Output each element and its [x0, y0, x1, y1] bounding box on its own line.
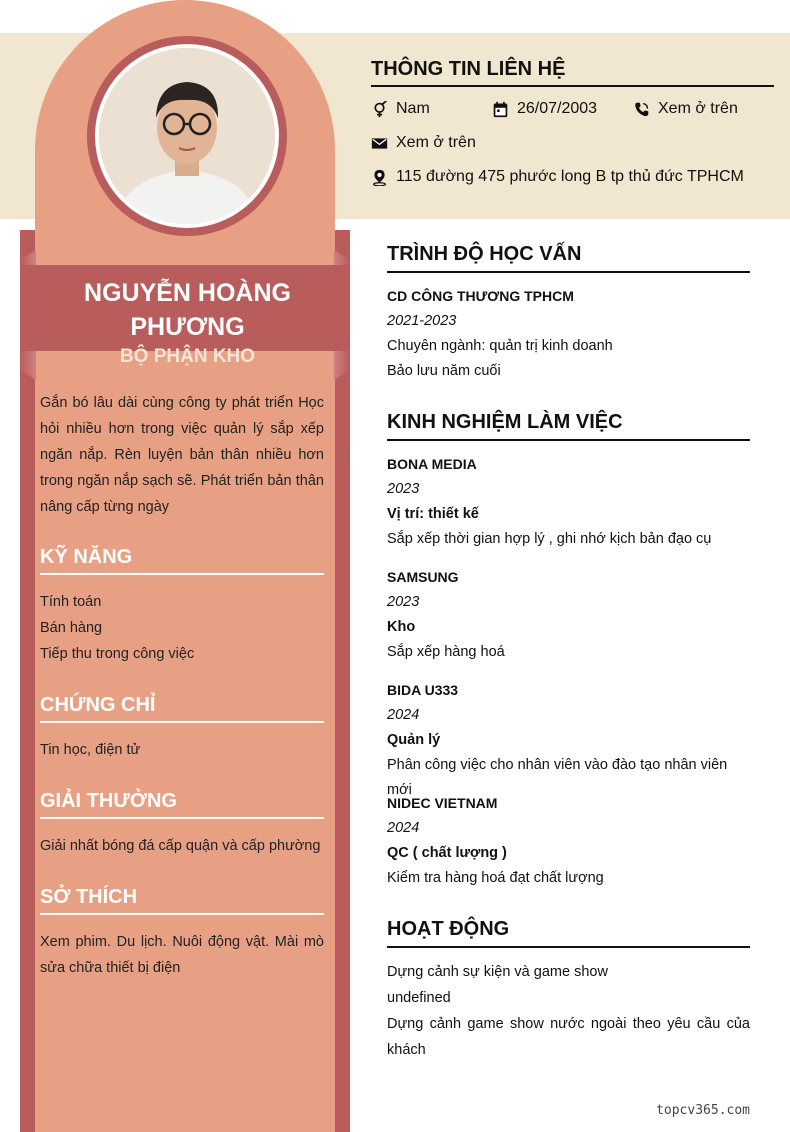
education-period: 2021-2023: [387, 313, 457, 329]
gender-icon: [371, 101, 388, 118]
gender-field: [371, 100, 430, 118]
job-title: BỘ PHẬN KHO: [119, 346, 256, 367]
activity-item: Dựng cảnh game show nước ngoài theo yêu cầu của khách: [387, 1016, 750, 1058]
experience-desc: Sắp xếp hàng hoá: [387, 644, 505, 660]
certificate-item: Tin học, điện tử: [40, 742, 141, 758]
activity-item: undefined: [387, 990, 451, 1006]
footer-site: topcv365.com: [656, 1103, 750, 1118]
education-note: Bảo lưu năm cuối: [387, 363, 501, 379]
company-name: NIDEC VIETNAM: [387, 795, 498, 811]
phone-value: Xem ở trên: [658, 100, 738, 117]
activities-list: [387, 959, 750, 1063]
certificates-heading: CHỨNG CHỈ: [40, 694, 324, 723]
company-name: BIDA U333: [387, 682, 459, 698]
certificates-list: [40, 737, 324, 763]
calendar-icon: [492, 101, 509, 118]
education-major: Chuyên ngành: quản trị kinh doanh: [387, 338, 613, 354]
experience-year: 2023: [387, 594, 420, 610]
skills-heading: KỸ NĂNG: [40, 546, 324, 575]
full-name: NGUYỄN HOÀNG PHƯƠNG: [84, 279, 291, 341]
company-name: BONA MEDIA: [387, 456, 477, 472]
address-field: [371, 168, 744, 186]
experience-desc: Kiểm tra hàng hoá đạt chất lượng: [387, 870, 604, 886]
email-icon: [371, 135, 388, 152]
skills-list: [40, 589, 324, 667]
hobbies-list: [40, 929, 324, 981]
award-item: Giải nhất bóng đá cấp quận và cấp phường: [40, 838, 321, 854]
career-summary: Gắn bó lâu dài cùng công ty phát triển Học hỏi nhiều hơn trong việc quản lý sắp xếp ngăn nắp. Rèn luyện bản thân nhiều hơn trong ngăn nắp sạch sẽ. Phát triển bản thân nâng cấp từng ngày: [40, 395, 324, 515]
hobby-item: Xem phim. Du lịch. Nuôi động vật. Mài mò sửa chữa thiết bị điện: [40, 934, 324, 976]
experience-year: 2023: [387, 481, 420, 497]
phone-field: [633, 100, 738, 118]
skill-item: Tiếp thu trong công việc: [40, 646, 195, 662]
activity-item: Dựng cảnh sự kiện và game show: [387, 964, 608, 980]
experience-entry: [387, 678, 750, 803]
experience-position: Kho: [387, 619, 416, 635]
experience-position: QC ( chất lượng ): [387, 845, 507, 861]
experience-entry: [387, 791, 750, 891]
dob-field: [492, 100, 597, 118]
email-value: Xem ở trên: [396, 134, 476, 151]
phone-icon: [633, 101, 650, 118]
school-name: CD CÔNG THƯƠNG TPHCM: [387, 288, 574, 304]
experience-year: 2024: [387, 707, 420, 723]
hobbies-heading: SỞ THÍCH: [40, 886, 324, 915]
email-field: [371, 134, 476, 152]
skill-item: Bán hàng: [40, 620, 103, 636]
experience-entry: [387, 565, 750, 665]
experience-position: Vị trí: thiết kế: [387, 506, 479, 522]
experience-desc: Sắp xếp thời gian hợp lý , ghi nhớ kịch bản đạo cụ: [387, 531, 712, 547]
experience-position: Quản lý: [387, 732, 441, 748]
skill-item: Tính toán: [40, 594, 102, 610]
address-value: 115 đường 475 phước long B tp thủ đức TPHCM: [396, 168, 744, 185]
awards-heading: GIẢI THƯỞNG: [40, 790, 324, 819]
activities-heading: HOẠT ĐỘNG: [387, 918, 750, 948]
education-entry: [387, 284, 750, 384]
awards-list: [40, 833, 324, 859]
contact-heading: THÔNG TIN LIÊN HỆ: [371, 58, 774, 87]
experience-entry: [387, 452, 750, 552]
experience-desc: Phân công việc cho nhân viên vào đào tạo nhân viên mới: [387, 757, 728, 798]
gender-value: Nam: [396, 100, 430, 117]
experience-year: 2024: [387, 820, 420, 836]
location-icon: [371, 169, 388, 186]
dob-value: 26/07/2003: [517, 100, 598, 117]
education-heading: TRÌNH ĐỘ HỌC VẤN: [387, 243, 750, 273]
avatar: [99, 48, 275, 224]
experience-heading: KINH NGHIỆM LÀM VIỆC: [387, 411, 750, 441]
company-name: SAMSUNG: [387, 569, 459, 585]
